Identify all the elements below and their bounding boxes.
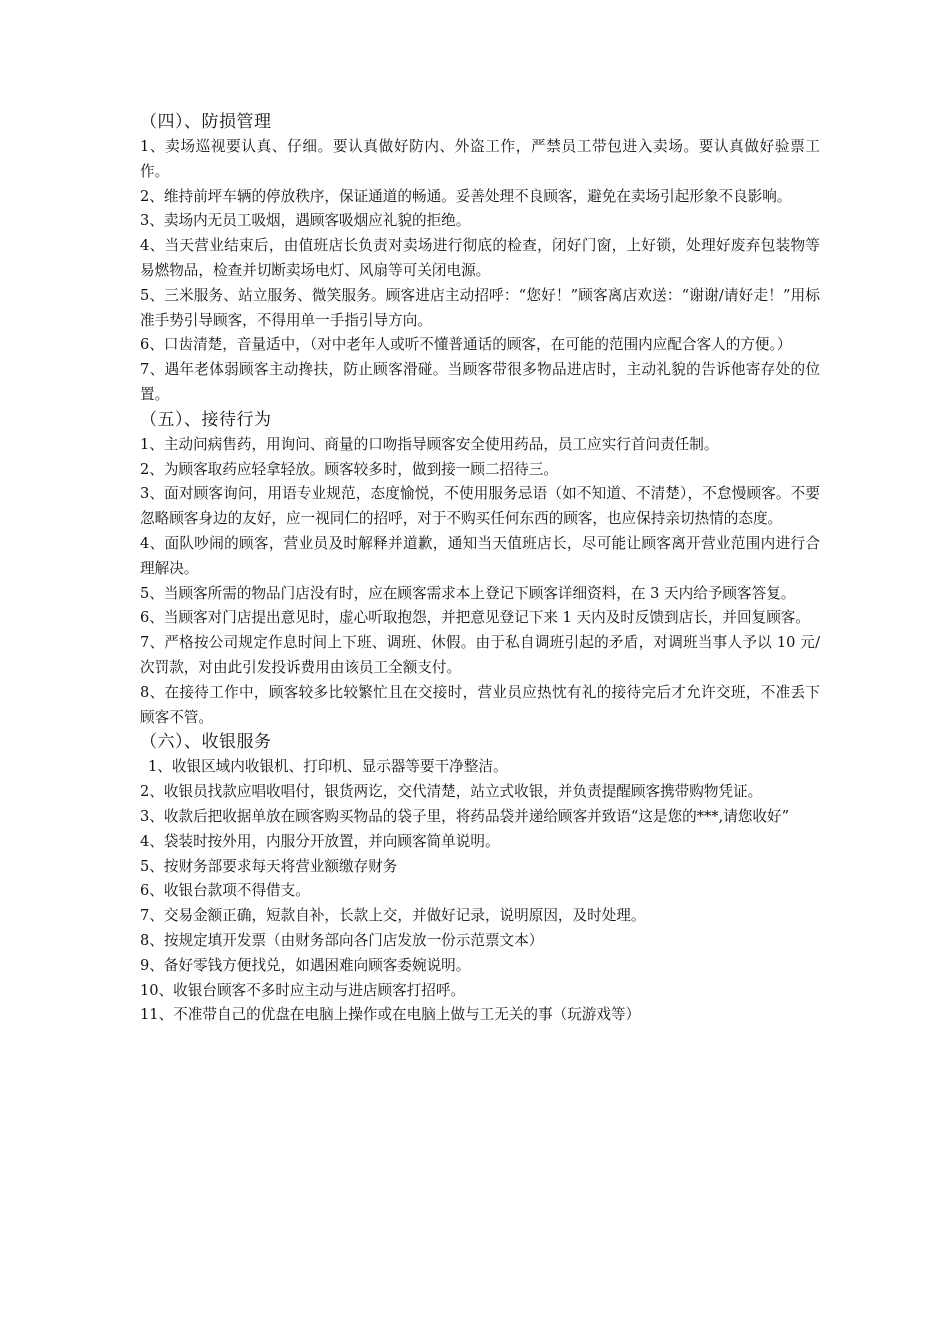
list-item: 9、备好零钱方便找兑，如遇困难向顾客委婉说明。: [140, 956, 471, 974]
list-item: 8、在接待工作中，顾客较多比较繁忙且在交接时，营业员应热忱有礼的接待完后才允许交班，不准丢下顾客不管。: [140, 683, 820, 726]
list-item: 7、交易金额正确，短款自补，长款上交，并做好记录，说明原因，及时处理。: [140, 907, 646, 925]
list-item: 2、收银员找款应唱收唱付，银货两讫，交代清楚，站立式收银，并负责提醒顾客携带购物凭证。: [140, 783, 763, 801]
section-loss-prevention: [140, 110, 820, 408]
list-item: 8、按规定填开发票（由财务部向各门店发放一份示范票文本）: [140, 931, 544, 949]
list-item: 7、严格按公司规定作息时间上下班、调班、休假。由于私自调班引起的矛盾，对调班当事人予以 10 元/次罚款，对由此引发投诉费用由该员工全额支付。: [140, 634, 820, 676]
section-reception: [140, 408, 820, 731]
list-item: 5、三米服务、站立服务、微笑服务。顾客进店主动招呼：“您好！”顾客离店欢送：“谢谢/请好走！”用标准手势引导顾客，不得用单一手指引导方向。: [140, 286, 820, 329]
section-title: （六）、收银服务: [140, 732, 272, 753]
list-item: 7、遇年老体弱顾客主动搀扶，防止顾客滑碰。当顾客带很多物品进店时，主动礼貌的告诉他寄存处的位置。: [140, 361, 820, 403]
list-item: 6、当顾客对门店提出意见时，虚心听取抱怨，并把意见登记下来 1 天内及时反馈到店长，并回复顾客。: [140, 609, 810, 627]
list-item: 3、收款后把收据单放在顾客购买物品的袋子里，将药品袋并递给顾客并致语“这是您的***,请您收好”: [140, 807, 790, 825]
list-item: 2、维持前坪车辆的停放秩序，保证通道的畅通。妥善处理不良顾客，避免在卖场引起形象不良影响。: [140, 187, 792, 205]
list-item: 2、为顾客取药应轻拿轻放。顾客较多时，做到接一顾二招待三。: [140, 460, 558, 478]
list-item: 10、收银台顾客不多时应主动与进店顾客打招呼。: [140, 981, 466, 999]
list-item: 11、不准带自己的优盘在电脑上操作或在电脑上做与工无关的事（玩游戏等）: [140, 1006, 641, 1024]
section-title: （四）、防损管理: [140, 112, 272, 132]
list-item: 4、袋装时按外用，内服分开放置，并向顾客简单说明。: [140, 832, 500, 850]
list-item: 4、当天营业结束后，由值班店长负责对卖场进行彻底的检查，闭好门窗，上好锁，处理好废弃包装物等易燃物品，检查并切断卖场电灯、风扇等可关闭电源。: [140, 237, 820, 279]
list-item: 4、面队吵闹的顾客，营业员及时解释并道歉，通知当天值班店长，尽可能让顾客离开营业范围内进行合理解决。: [140, 534, 820, 577]
list-item: 3、卖场内无员工吸烟，遇顾客吸烟应礼貌的拒绝。: [140, 212, 471, 230]
list-item: 6、收银台款项不得借支。: [140, 882, 310, 900]
list-item: 1、收银区域内收银机、打印机、显示器等要干净整洁。: [148, 758, 508, 776]
section-title: （五）、接待行为: [140, 409, 272, 430]
section-cashier: [140, 730, 820, 1028]
document-page: [140, 110, 820, 1028]
list-item: 1、卖场巡视要认真、仔细。要认真做好防内、外盗工作，严禁员工带包进入卖场。要认真做好验票工作。: [140, 138, 820, 180]
list-item: 5、按财务部要求每天将营业额缴存财务: [140, 857, 398, 875]
list-item: 1、主动问病售药，用询问、商量的口吻指导顾客安全使用药品，员工应实行首问责任制。: [140, 435, 719, 453]
list-item: 3、面对顾客询问，用语专业规范，态度愉悦，不使用服务忌语（如不知道、不清楚），不怠慢顾客。不要忽略顾客身边的友好，应一视同仁的招呼，对于不购买任何东西的顾客，也应保持亲切热情的态度。: [140, 485, 820, 528]
list-item: 6、口齿清楚，音量适中，（对中老年人或听不懂普通话的顾客，在可能的范围内应配合客人的方便。）: [140, 336, 792, 354]
list-item: 5、当顾客所需的物品门店没有时，应在顾客需求本上登记下顾客详细资料，在 3 天内给予顾客答复。: [140, 584, 796, 602]
